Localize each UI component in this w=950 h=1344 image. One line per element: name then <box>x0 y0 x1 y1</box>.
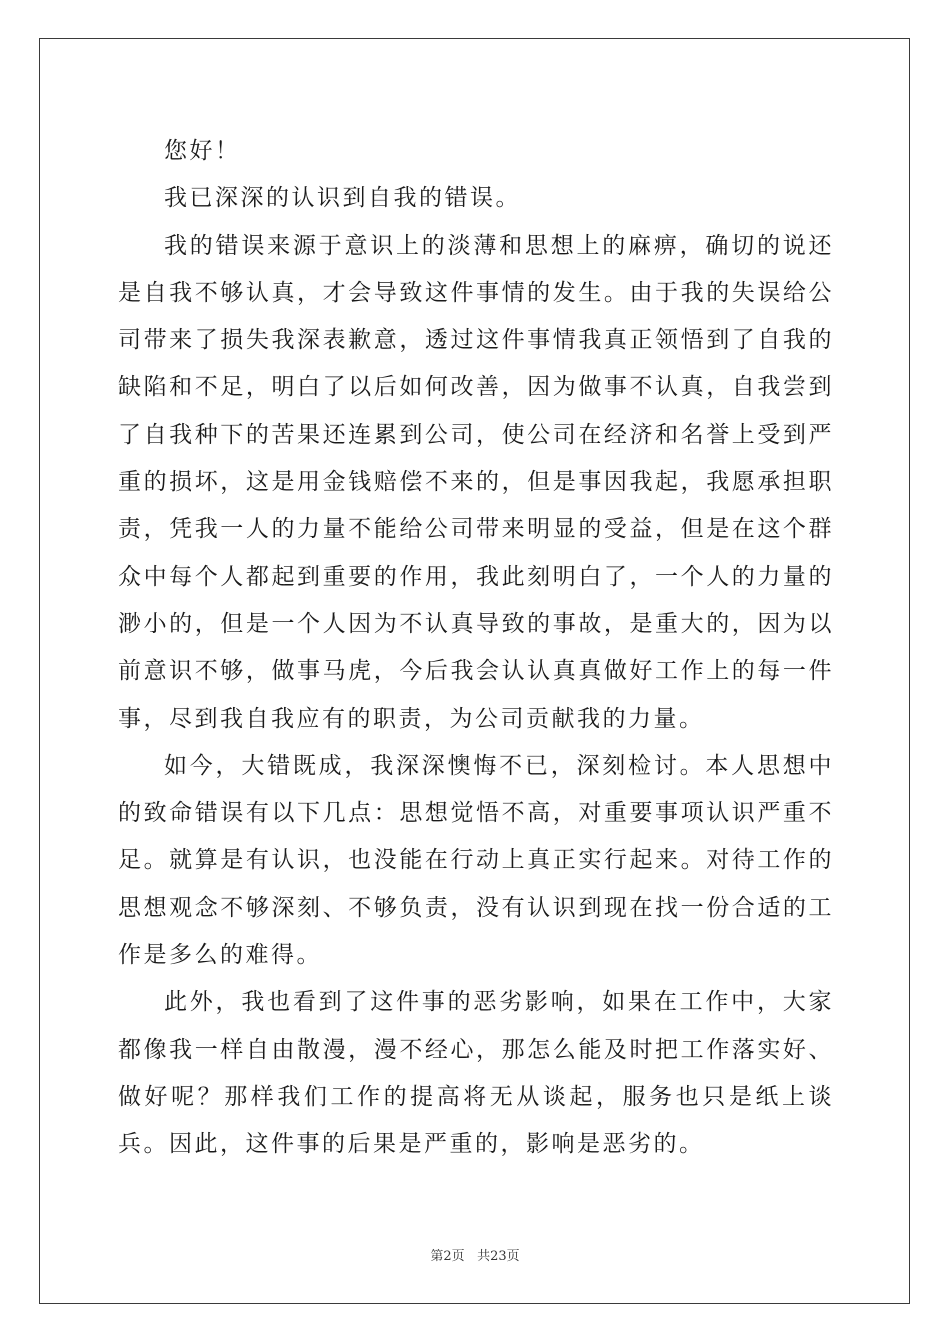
body-paragraph: 我已深深的认识到自我的错误。 <box>164 185 521 212</box>
greeting-paragraph: 您好！ <box>164 138 241 164</box>
page-footer <box>0 1245 950 1264</box>
body-paragraph: 此外，我也看到了这件事的恶劣影响，如果在工作中，大家都像我一样自由散漫，漫不经心，那怎么能及时把工作落实好、做好呢？那样我们工作的提高将无从谈起，服务也只是纸上谈兵。因此，这件事的后果是严重的，影响是恶劣的。 <box>118 989 834 1158</box>
body-paragraph: 我的错误来源于意识上的淡薄和思想上的麻痹，确切的说还是自我不够认真，才会导致这件事情的发生。由于我的失误给公司带来了损失我深表歉意，透过这件事情我真正领悟到了自我的缺陷和不足，明白了以后如何改善，因为做事不认真，自我尝到了自我种下的苦果还连累到公司，使公司在经济和名誉上受到严重的损坏，这是用金钱赔偿不来的，但是事因我起，我愿承担职责，凭我一人的力量不能给公司带来明显的受益，但是在这个群众中每个人都起到重要的作用，我此刻明白了，一个人的力量的渺小的，但是一个人因为不认真导致的事故，是重大的，因为以前意识不够，做事马虎，今后我会认认真真做好工作上的每一件事，尽到我自我应有的职责，为公司贡献我的力量。 <box>118 232 834 732</box>
page-total: 共23页 <box>477 1249 520 1264</box>
body-paragraph: 如今，大错既成，我深深懊悔不已，深刻检讨。本人思想中的致命错误有以下几点：思想觉悟不高，对重要事项认识严重不足。就算是有认识，也没能在行动上真正实行起来。对待工作的思想观念不够深刻、不够负责，没有认识到现在找一份合适的工作是多么的难得。 <box>118 752 834 969</box>
document-body <box>118 128 834 1169</box>
page-number: 第2页 <box>430 1249 465 1264</box>
